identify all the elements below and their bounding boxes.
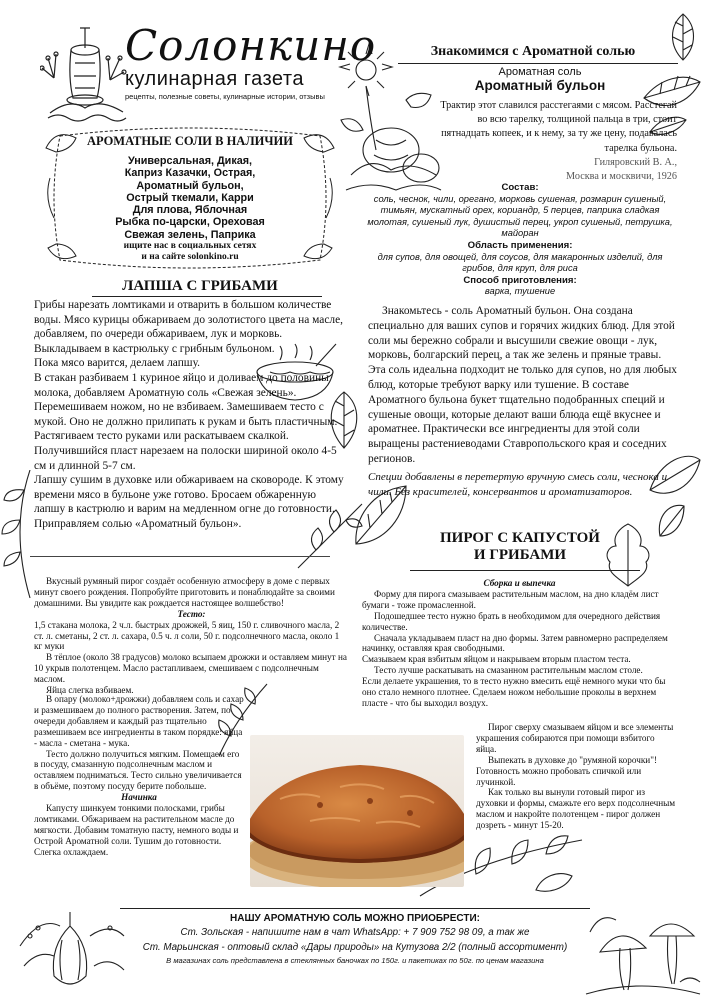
social-note: ищите нас в социальных сетях: [123, 241, 257, 252]
assembly-step: Если делаете украшения, то в тесто нужно вмесить ещё немного муки что бы оно стало немного плотнее. Сделаем ножом небольшие проколы в верхнем пласте - что бы выходил воздух.: [362, 676, 666, 708]
lapsha-recipe: [34, 298, 346, 532]
quote-text: Трактир этот славился расстегаями с мясом. Расстегай во всю тарелку, толщиной пальца в три, стоит пятнадцать копеек, и к нему, за ту же цену, подавалась тарелка бульона.: [440, 100, 677, 154]
assembly-step: Смазываем края взбитым яйцом и накрываем вторым пластом теста.: [362, 654, 631, 665]
aroma-subtitle-line2: Ароматный бульон: [474, 78, 606, 93]
aroma-subtitle: [440, 66, 640, 93]
usage-heading: Область применения:: [467, 239, 573, 251]
method-heading: Способ приготовления:: [463, 274, 577, 286]
dough-step: В тёплое (около 38 градусов) молоко всыпаем дрожжи и оставляем минут на 10 укрыв полотенцем. Масло растапливаем, смешиваем с подсолнечным маслом.: [34, 652, 347, 685]
pie-title-line2: И ГРИБАМИ: [473, 547, 567, 563]
spice-mill-illustration: [40, 18, 130, 128]
description-paragraph: Знакомьтесь - соль Ароматный бульон. Она создана специально для ваших супов и горячих жидких блюд. Для этой соли мы бережно собрали и высушили свежие овощи - лук, морковь, болгарский перец, а так же зелень и пряные травы.: [368, 305, 675, 362]
filling-heading: Начинка: [121, 792, 157, 803]
salt-list-item: Для плова, Яблочная: [132, 204, 248, 217]
assembly-step: Выпекать в духовке до "румяной корочки"!: [488, 754, 658, 765]
aroma-description: [368, 304, 680, 467]
salt-list-box: [60, 134, 320, 263]
dough-heading: Тесто:: [177, 608, 206, 619]
usage-text: для супов, для овощей, для соусов, для макаронных изделий, для грибов, для круп, для риса: [377, 251, 663, 274]
title-underline: [92, 296, 322, 297]
brand-tagline: рецепты, полезные советы, кулинарные истории, отзывы: [125, 92, 325, 101]
mushroom-spice-illustration: [580, 902, 704, 998]
salt-list-item: Свежая зелень, Паприка: [124, 228, 256, 241]
pie-photo: [250, 735, 464, 887]
salt-list-item: Ароматный бульон,: [136, 179, 244, 192]
gilyarovsky-quote: [432, 99, 677, 184]
title-underline: [410, 570, 640, 571]
lapsha-title: ЛАПША С ГРИБАМИ: [122, 278, 278, 294]
pie-recipe-left: [34, 576, 349, 696]
aroma-note: Специи добавлены в перетертую вручную смесь соли, чеснока и чили. Без красителей, консервантов и ароматизаторов.: [368, 471, 668, 498]
footer-line: Ст. Зольская - напишите нам в чат WhatsApp: + 7 909 752 98 09, а так же: [180, 927, 530, 938]
pie-title: [420, 530, 620, 564]
dough-ingredients: 1,5 стакана молока, 2 ч.л. быстрых дрожжей, 5 яиц, 150 г. сливочного масла, 2 ст. л. сметаны, 2 ст. л. сахара, 0.5 ч. л соли, 50 г. подсолнечного масла, около 1 кг муки: [34, 619, 340, 652]
footer-line: Ст. Марьинская - оптовый склад «Дары природы» на Кутузова 2/2 (полный ассортимент): [142, 942, 568, 953]
footer-divider: [120, 908, 590, 909]
assembly-step: Форму для пирога смазываем растительным маслом, на дно кладём лист бумаги - тоже промасленной.: [362, 588, 659, 610]
pie-image: [250, 735, 464, 887]
aroma-title: Знакомимся с Ароматной солью: [430, 44, 636, 59]
pie-recipe-right: [362, 578, 677, 709]
footer-heading: НАШУ АРОМАТНУЮ СОЛЬ МОЖНО ПРИОБРЕСТИ:: [230, 913, 480, 924]
brand-title: Солонкино: [125, 21, 377, 70]
method-text: варка, тушение: [484, 286, 556, 297]
website-note: и на сайте solonkino.ru: [141, 252, 239, 263]
assembly-step: Сначала укладываем пласт на дно формы. Затем равномерно распределяем начинку, оставляя края свободными.: [362, 632, 668, 654]
title-underline: [398, 63, 678, 64]
where-to-buy: [140, 912, 570, 967]
recipe-paragraph: Лапшу сушим в духовке или обжариваем на сковороде. К этому времени мясо в бульоне уже готово. Бросаем обжаренную лапшу в кастрюлю и варим на медленном огне до готовности. Приправляем солью «Ароматный бульон».: [34, 474, 344, 530]
assembly-step: Подошедшее тесто нужно брать в необходимом для очередного действия количестве.: [362, 610, 661, 632]
assembly-step: Пирог сверху смазываем яйцом и все элементы украшения собираются при помощи взбитого яйца.: [476, 722, 674, 754]
composition-heading: Состав:: [501, 182, 539, 193]
pie-intro: Вкусный румяный пирог создаёт особенную атмосферу в доме с первых минут своего рождения. Попробуйте приготовить и понаблюдайте за своими домашними. Вы увидите как рождается настоящее волшебство!: [34, 576, 335, 608]
salt-list-item: Универсальная, Дикая,: [127, 155, 253, 167]
salt-list-item: Острый ткемали, Карри: [126, 191, 254, 204]
masthead: [125, 21, 377, 101]
aroma-subtitle-line1: Ароматная соль: [498, 66, 582, 78]
description-paragraph: Эта соль идеальна подходит не только для супов, но для любых блюд, которые требуют варку или тушение. В составе Ароматного бульона букет тщательно подобранных специй и сушеные овощи, которые делают ваши блюда ещё вкуснее и ароматнее. Практически все ингредиенты для этой соли выращены растениеводами Ставропольского края и соседних регионов.: [368, 364, 677, 465]
brand-subtitle: кулинарная газета: [125, 68, 304, 90]
pie-title-line1: ПИРОГ С КАПУСТОЙ: [440, 530, 600, 546]
quote-author: Гиляровский В. А.,: [594, 156, 677, 168]
composition-text: соль, чеснок, чили, орегано, морковь сушеная, розмарин сушеный, тимьян, мускатный орех, кориандр, 5 перцев, паприка сладкая молотая, сушеный лук, душистый перец, укроп сушеный, петрушка, майоран: [367, 193, 673, 239]
recipe-paragraph: Грибы нарезать ломтиками и отварить в большом количестве воды. Мясо курицы обжариваем до золотистого цвета на масле, добавляем, по очереди обжариваем, лук и морковь. Выкладываем в кастрюльку с грибным бульоном.: [34, 299, 343, 355]
leaf-icon: [665, 12, 701, 62]
recipe-paragraph: В стакан разбиваем 1 куриное яйцо и доливаем до половины молока, добавляем Ароматную соль «Свежая зелень». Перемешиваем ножом, но не взбиваем. Замешиваем тесто с мукой. Оно не должно прилипать к рукам и быть пластичным. Растягиваем тесто руками или раскатываем скалкой. Получившийся пласт нарезаем на полоски шириной около 4-5 см и длинной 5-7 см.: [34, 371, 338, 472]
assembly-heading: Сборка и выпечка: [483, 578, 556, 588]
recipe-paragraph: Пока мясо варится, делаем лапшу.: [34, 357, 200, 370]
garlic-herbs-illustration: [10, 906, 130, 996]
dough-step: Тесто должно получиться мягким. Помещаем его в посуду, смазанную подсолнечным маслом и оставляем подниматься. Тесто сильно увеличивается в объёме, поэтому посуду берите побольше.: [34, 748, 242, 792]
dough-step: Яйца слегка взбиваем.: [46, 685, 134, 696]
salt-list-item: Рыбка по-царски, Ореховая: [115, 216, 265, 229]
assembly-step: Как только вы вынули готовый пирог из духовки и формы, смажьте его верх подсолнечным маслом и накройте полотенцем - пирог должен дозреть - минут 15-20.: [476, 787, 676, 831]
quote-source: Москва и москвичи, 1926: [566, 171, 677, 183]
salt-composition: [360, 182, 680, 298]
assembly-step: Готовность можно пробовать спичкой или лучинкой.: [476, 765, 642, 787]
salt-list-title: АРОМАТНЫЕ СОЛИ В НАЛИЧИИ: [87, 134, 293, 148]
pie-recipe-right-cont: [476, 722, 676, 831]
dough-step: В опару (молоко+дрожжи) добавляем соль и сахар и размешиваем до полного растворения. Затем, по очереди добавляем и каждый раз тщательно размешиваем все ингредиенты в таком порядке: яйца - масла - сметана - мука.: [34, 694, 244, 748]
salt-list-item: Каприз Казачки, Острая,: [124, 167, 256, 180]
footer-note: В магазинах соль представлена в стеклянных баночках по 150г. и пакетиках по 50г. по ценам магазина: [166, 956, 544, 965]
pie-recipe-left-cont: [34, 694, 244, 858]
assembly-step: Тесто лучше раскатывать на смазанном растительным маслом столе.: [374, 665, 643, 676]
filling-text: Капусту шинкуем тонкими полосками, грибы ломтиками. Обжариваем на растительном масле до мягкости. Добавим томатную пасту, немного воды и Острой Ароматной соли. Тушим до готовности. Слегка охлаждаем.: [34, 803, 239, 857]
section-divider: [30, 556, 330, 557]
